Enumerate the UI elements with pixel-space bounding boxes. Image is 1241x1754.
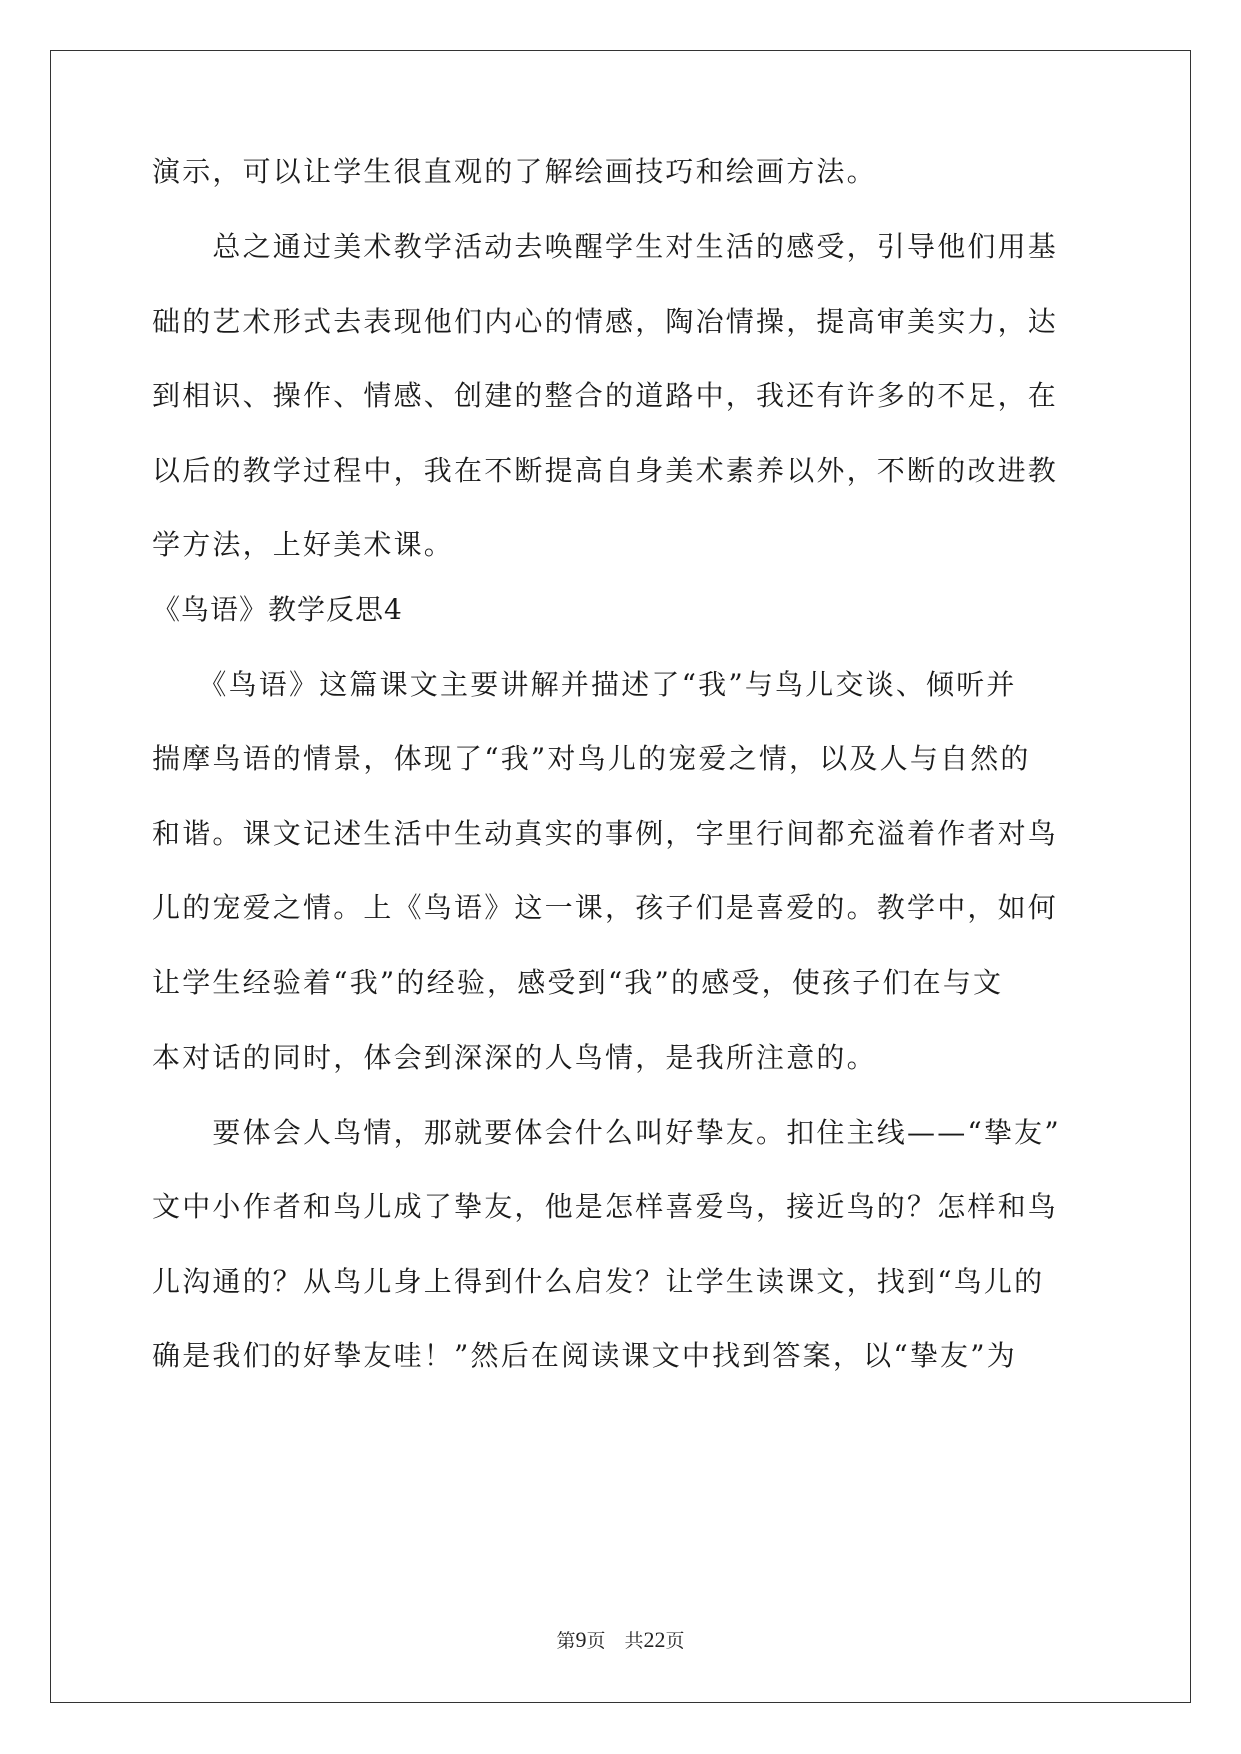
footer-page-suffix: 页 共 xyxy=(586,1630,644,1652)
footer-page-prefix: 第 xyxy=(556,1630,576,1652)
paragraph-line-15: 文中小作者和鸟儿成了挚友，他是怎样喜爱鸟，接近鸟的？怎样和鸟 xyxy=(152,1190,1059,1223)
page-border xyxy=(50,50,1191,1703)
paragraph-line-16: 儿沟通的？从鸟儿身上得到什么启发？让学生读课文，找到“鸟儿的 xyxy=(152,1265,1045,1298)
paragraph-line-14: 要体会人鸟情，那就要体会什么叫好挚友。扣住主线——“挚友” xyxy=(152,1116,1061,1149)
paragraph-line-10: 和谐。课文记述生活中生动真实的事例，字里行间都充溢着作者对鸟 xyxy=(152,817,1059,850)
paragraph-line-13: 本对话的同时，体会到深深的人鸟情，是我所注意的。 xyxy=(152,1041,877,1074)
paragraph-line-9: 揣摩鸟语的情景，体现了“我”对鸟儿的宠爱之情，以及人与自然的 xyxy=(152,742,1031,775)
paragraph-line-17: 确是我们的好挚友哇！”然后在阅读课文中找到答案，以“挚友”为 xyxy=(152,1339,1017,1372)
paragraph-line-11: 儿的宠爱之情。上《鸟语》这一课，孩子们是喜爱的。教学中，如何 xyxy=(152,891,1059,924)
paragraph-line-1: 演示，可以让学生很直观的了解绘画技巧和绘画方法。 xyxy=(152,155,877,188)
paragraph-line-2: 总之通过美术教学活动去唤醒学生对生活的感受，引导他们用基 xyxy=(152,230,1059,263)
footer-page-number: 9 xyxy=(575,1627,587,1652)
paragraph-line-5: 以后的教学过程中，我在不断提高自身美术素养以外，不断的改进教 xyxy=(152,454,1059,487)
paragraph-line-8: 《鸟语》这篇课文主要讲解并描述了“我”与鸟儿交谈、倾听并 xyxy=(152,668,1017,701)
section-heading: 《鸟语》教学反思4 xyxy=(152,593,403,626)
page-footer xyxy=(0,1628,1241,1653)
paragraph-line-4: 到相识、操作、情感、创建的整合的道路中，我还有许多的不足，在 xyxy=(152,379,1059,412)
paragraph-line-3: 础的艺术形式去表现他们内心的情感，陶冶情操，提高审美实力，达 xyxy=(152,305,1059,338)
paragraph-line-6: 学方法，上好美术课。 xyxy=(152,528,455,561)
paragraph-line-12: 让学生经验着“我”的经验，感受到“我”的感受，使孩子们在与文 xyxy=(152,966,1004,999)
footer-total-suffix: 页 xyxy=(665,1630,685,1652)
footer-total-pages: 22 xyxy=(643,1627,666,1652)
